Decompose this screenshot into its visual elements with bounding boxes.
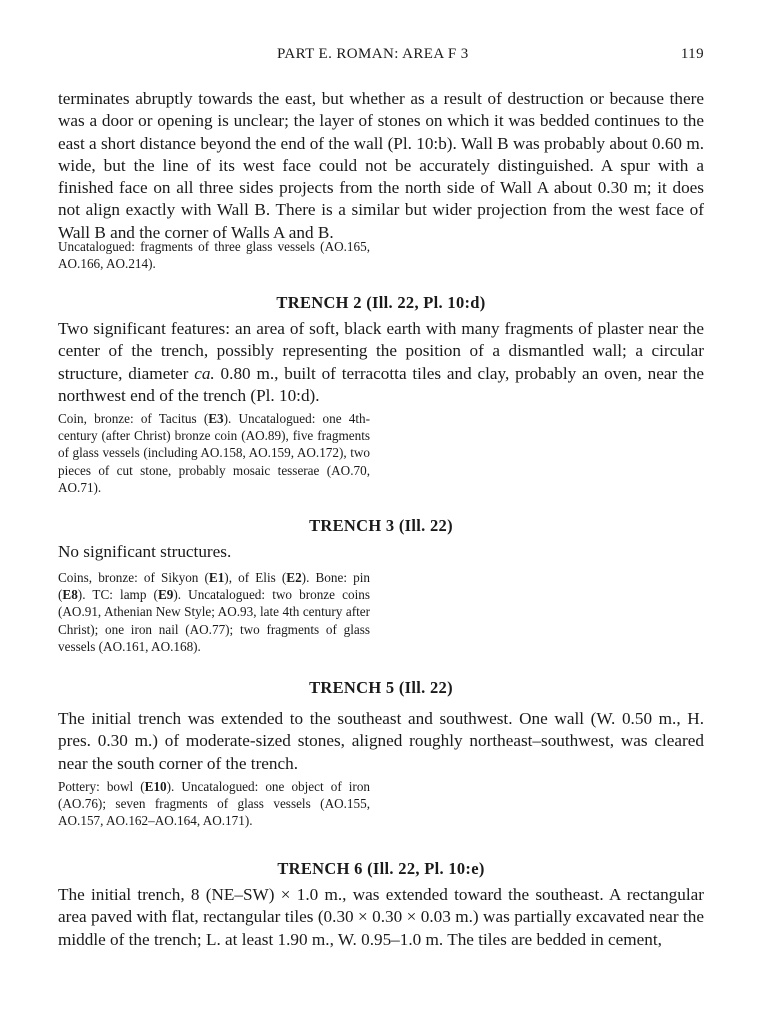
trench-2-text-b: 0.80 m., built of terracotta tiles and clay, probably an oven, near the northwest end of the trench (Pl. 10:d).: [58, 363, 704, 405]
trench-2-circa: ca.: [194, 363, 215, 383]
trench-3-note-a: Coins, bronze: of Sikyon (: [58, 570, 209, 585]
page-header: [58, 46, 704, 66]
trench-3-note-b: ), of Elis (: [224, 570, 287, 585]
trench-2-paragraph: [58, 318, 704, 407]
trench-2-text-a: Two significant features: an area of soft, black earth with many fragments of plaster near the center of the trench, possibly representing the position of a dismantled wall; a circular structure, diameter: [58, 319, 704, 383]
page-number: 119: [680, 46, 704, 62]
catalogue-ref-e10: E10: [144, 779, 167, 794]
trench-6-heading: TRENCH 6 (Ill. 22, Pl. 10:e): [277, 859, 485, 878]
trench-5-paragraph: The initial trench was extended to the southeast and southwest. One wall (W. 0.50 m., H. pres. 0.30 m.) of moderate-sized stones, aligned roughly northeast–southwest, was cleared near the south corner of the trench.: [58, 709, 704, 773]
trench-2-note: [58, 410, 370, 496]
catalogue-ref-e1: E1: [208, 570, 225, 585]
trench-2-heading: TRENCH 2 (Ill. 22, Pl. 10:d): [276, 293, 486, 312]
intro-paragraph: terminates abruptly towards the east, but whether as a result of destruction or because there was a door or opening is unclear; the layer of stones on which it was bedded continues to the east a short distance beyond the end of the wall (Pl. 10:b). Wall B was probably about 0.60 m. wide, but the line of its west face could not be accurately distinguished. A spur with a finished face on all three sides projects from the north side of Wall A about 0.30 m; it does not align exactly with Wall B. There is a similar but wider projection from the west face of Wall B and the corner of Walls A and B.: [58, 89, 704, 242]
intro-note: Uncatalogued: fragments of three glass vessels (AO.165, AO.166, AO.214).: [58, 239, 370, 272]
catalogue-ref-e8: E8: [62, 587, 78, 603]
running-head: PART E. ROMAN: AREA F 3: [277, 46, 469, 62]
trench-3-note-d: ). TC: lamp (: [77, 587, 158, 603]
catalogue-ref-e9: E9: [157, 587, 174, 603]
trench-3-heading: TRENCH 3 (Ill. 22): [309, 516, 453, 535]
trench-3-note-c: ). Bone: pin (: [58, 570, 370, 603]
trench-3-note: [58, 569, 370, 655]
trench-6-paragraph: The initial trench, 8 (NE–SW) × 1.0 m., was extended toward the southeast. A rectangular area paved with flat, rectangular tiles (0.30 × 0.30 × 0.03 m.) was partially excavated near the middle of the trench; L. at least 1.90 m., W. 0.95–1.0 m. The tiles are bedded in cement,: [58, 885, 704, 949]
trench-3-note-e: ). Uncatalogued: two bronze coins (AO.91, Athenian New Style; AO.93, late 4th century after Christ); one iron nail (AO.77); two fragments of glass vessels (AO.161, AO.168).: [58, 587, 370, 654]
trench-2-note-a: Coin, bronze: of Tacitus (: [58, 411, 209, 426]
trench-5-note-b: ). Uncatalogued: one object of iron (AO.76); seven fragments of glass vessels (AO.155, AO.157, AO.162–AO.164, AO.171).: [58, 779, 371, 829]
trench-5-note-a: Pottery: bowl (: [58, 779, 145, 794]
catalogue-ref-e2: E2: [286, 570, 302, 585]
catalogue-ref-e3: E3: [208, 411, 224, 426]
trench-3-paragraph: No significant structures.: [58, 542, 232, 561]
trench-5-heading: TRENCH 5 (Ill. 22): [309, 678, 453, 697]
trench-2-note-b: ). Uncatalogued: one 4th-century (after Christ) bronze coin (AO.89), five fragments of glass vessels (including AO.158, AO.159, AO.172), two pieces of cut stone, probably mosaic tesserae (AO.70, AO.71).: [58, 411, 370, 495]
trench-5-note: [58, 778, 370, 830]
